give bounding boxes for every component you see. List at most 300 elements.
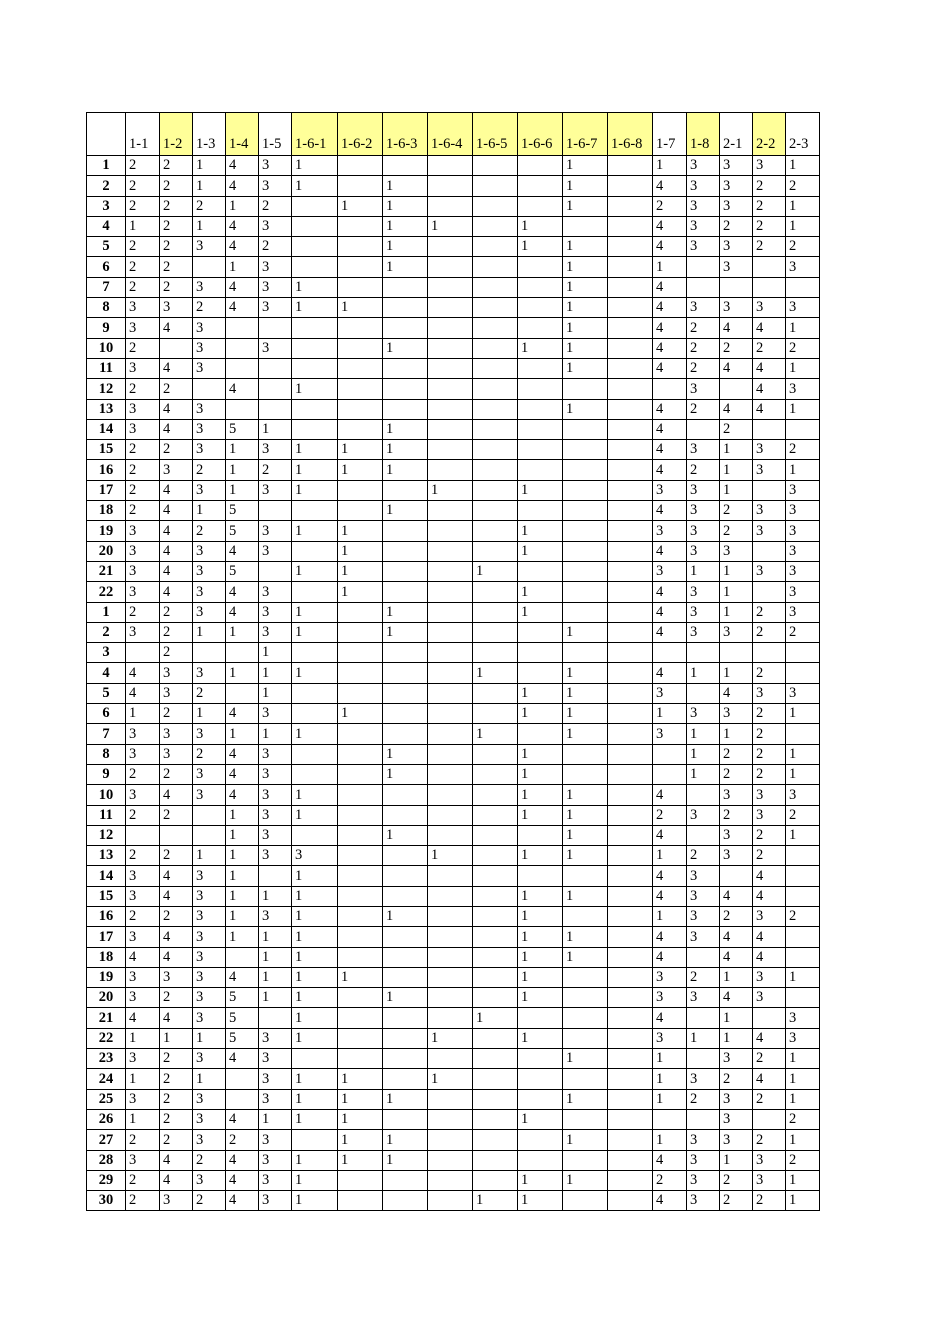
cell-1-4: 1 (226, 622, 259, 642)
cell-1-6-2: 1 (338, 521, 383, 541)
cell-1-6-2: 1 (338, 460, 383, 480)
cell-1-1: 2 (126, 1191, 160, 1211)
cell-1-4: 4 (226, 1150, 259, 1170)
cell-1-6-2 (338, 906, 383, 926)
cell-1-6-7: 1 (563, 1089, 608, 1109)
row-label: 15 (87, 440, 126, 460)
cell-1-6-4 (428, 724, 473, 744)
cell-1-6-8 (608, 1170, 653, 1190)
cell-1-1: 1 (126, 704, 160, 724)
cell-1-3: 3 (193, 785, 226, 805)
cell-1-6-1 (292, 744, 338, 764)
cell-1-5: 3 (259, 257, 292, 277)
cell-1-6-8 (608, 277, 653, 297)
cell-1-6-5 (473, 785, 518, 805)
cell-2-1: 3 (720, 1049, 753, 1069)
cell-1-6-7: 1 (563, 927, 608, 947)
cell-1-3: 3 (193, 724, 226, 744)
cell-1-4: 4 (226, 176, 259, 196)
cell-1-2: 4 (160, 582, 193, 602)
cell-1-3: 3 (193, 906, 226, 926)
cell-1-6-3: 1 (383, 1150, 428, 1170)
cell-1-8: 3 (687, 886, 720, 906)
row-label: 19 (87, 967, 126, 987)
cell-1-6-7: 1 (563, 1130, 608, 1150)
cell-1-3: 3 (193, 886, 226, 906)
row-label: 29 (87, 1170, 126, 1190)
cell-1-1: 3 (126, 724, 160, 744)
cell-1-6-8 (608, 1069, 653, 1089)
cell-1-6-3 (383, 298, 428, 318)
cell-1-3: 1 (193, 1028, 226, 1048)
cell-1-4: 4 (226, 704, 259, 724)
cell-1-6-8 (608, 947, 653, 967)
cell-1-7: 3 (653, 521, 687, 541)
cell-1-1: 3 (126, 399, 160, 419)
cell-1-4: 1 (226, 846, 259, 866)
cell-1-3 (193, 805, 226, 825)
cell-1-6-3 (383, 1049, 428, 1069)
cell-1-8: 1 (687, 724, 720, 744)
cell-1-6-5 (473, 805, 518, 825)
cell-1-6-5: 1 (473, 724, 518, 744)
cell-1-3: 3 (193, 1170, 226, 1190)
cell-2-2: 3 (753, 501, 786, 521)
cell-1-6-5: 1 (473, 1008, 518, 1028)
cell-1-6-6: 1 (518, 237, 563, 257)
cell-1-8: 3 (687, 1069, 720, 1089)
cell-1-6-7 (563, 379, 608, 399)
cell-1-6-6 (518, 257, 563, 277)
cell-1-6-7: 1 (563, 277, 608, 297)
corner-cell (87, 113, 126, 156)
cell-2-1: 3 (720, 785, 753, 805)
cell-2-1: 1 (720, 582, 753, 602)
cell-1-6-8 (608, 338, 653, 358)
cell-1-7: 1 (653, 156, 687, 176)
cell-2-2: 3 (753, 988, 786, 1008)
cell-1-8: 3 (687, 196, 720, 216)
cell-1-6-1: 1 (292, 1191, 338, 1211)
cell-1-6-1: 1 (292, 440, 338, 460)
row-label: 5 (87, 683, 126, 703)
cell-1-7: 1 (653, 1069, 687, 1089)
column-header-2-1: 2-1 (720, 113, 753, 156)
cell-1-2: 2 (160, 1069, 193, 1089)
table-row (87, 1028, 820, 1048)
row-label: 7 (87, 724, 126, 744)
cell-1-7: 3 (653, 683, 687, 703)
cell-2-2: 2 (753, 176, 786, 196)
cell-1-4 (226, 683, 259, 703)
cell-1-6-1: 1 (292, 906, 338, 926)
cell-1-6-1 (292, 1130, 338, 1150)
cell-1-6-1: 1 (292, 1008, 338, 1028)
cell-1-4: 4 (226, 764, 259, 784)
cell-1-7: 4 (653, 785, 687, 805)
cell-1-4: 1 (226, 196, 259, 216)
cell-1-6-4 (428, 1049, 473, 1069)
cell-1-6-8 (608, 1130, 653, 1150)
cell-2-2 (753, 480, 786, 500)
table-row (87, 1008, 820, 1028)
cell-1-6-2: 1 (338, 1130, 383, 1150)
cell-1-6-1: 1 (292, 176, 338, 196)
cell-1-6-7: 1 (563, 785, 608, 805)
table-row (87, 643, 820, 663)
cell-2-3: 3 (786, 1008, 820, 1028)
cell-1-6-6 (518, 1150, 563, 1170)
cell-1-3: 3 (193, 419, 226, 439)
row-label: 11 (87, 358, 126, 378)
cell-1-6-3 (383, 785, 428, 805)
cell-1-5: 1 (259, 1109, 292, 1129)
cell-1-4 (226, 1089, 259, 1109)
cell-1-6-1 (292, 358, 338, 378)
cell-1-6-4 (428, 1089, 473, 1109)
cell-1-6-6 (518, 643, 563, 663)
cell-1-4: 4 (226, 582, 259, 602)
cell-1-5: 3 (259, 1069, 292, 1089)
cell-2-2: 3 (753, 521, 786, 541)
cell-1-7 (653, 764, 687, 784)
survey-data-table (86, 112, 820, 1211)
cell-1-2: 4 (160, 501, 193, 521)
cell-1-6-4 (428, 561, 473, 581)
cell-1-6-3: 1 (383, 825, 428, 845)
column-header-1-4: 1-4 (226, 113, 259, 156)
column-header-1-6-6: 1-6-6 (518, 113, 563, 156)
cell-1-2: 2 (160, 704, 193, 724)
cell-1-6-2: 1 (338, 298, 383, 318)
cell-2-2 (753, 541, 786, 561)
cell-1-2: 2 (160, 622, 193, 642)
cell-1-7: 4 (653, 440, 687, 460)
cell-1-6-8 (608, 480, 653, 500)
cell-1-6-1 (292, 825, 338, 845)
row-label: 21 (87, 1008, 126, 1028)
cell-1-1: 2 (126, 1170, 160, 1190)
row-label: 28 (87, 1150, 126, 1170)
cell-1-1: 2 (126, 237, 160, 257)
cell-1-6-8 (608, 846, 653, 866)
cell-1-6-1 (292, 257, 338, 277)
cell-1-8: 3 (687, 237, 720, 257)
cell-1-4: 1 (226, 440, 259, 460)
cell-1-6-7 (563, 906, 608, 926)
cell-2-1: 3 (720, 1089, 753, 1109)
cell-2-2: 3 (753, 906, 786, 926)
cell-1-5: 1 (259, 663, 292, 683)
cell-1-6-4 (428, 237, 473, 257)
cell-1-6-2: 1 (338, 561, 383, 581)
cell-1-5: 3 (259, 764, 292, 784)
table-row (87, 785, 820, 805)
cell-2-3 (786, 866, 820, 886)
cell-1-4: 1 (226, 906, 259, 926)
cell-1-1: 3 (126, 622, 160, 642)
cell-1-6-3 (383, 1109, 428, 1129)
cell-2-3: 2 (786, 805, 820, 825)
cell-1-5 (259, 318, 292, 338)
cell-1-6-6 (518, 176, 563, 196)
cell-1-7: 4 (653, 602, 687, 622)
cell-2-1: 1 (720, 1150, 753, 1170)
cell-1-6-4 (428, 257, 473, 277)
cell-1-6-7 (563, 541, 608, 561)
cell-1-1: 3 (126, 561, 160, 581)
cell-1-5: 1 (259, 886, 292, 906)
cell-1-6-8 (608, 582, 653, 602)
cell-2-1: 4 (720, 988, 753, 1008)
cell-1-6-7 (563, 501, 608, 521)
cell-1-6-5 (473, 1130, 518, 1150)
cell-1-2 (160, 338, 193, 358)
cell-1-5: 3 (259, 521, 292, 541)
cell-1-6-3: 1 (383, 216, 428, 236)
cell-1-4 (226, 399, 259, 419)
cell-1-6-3 (383, 886, 428, 906)
cell-1-6-8 (608, 967, 653, 987)
cell-1-6-6: 1 (518, 1170, 563, 1190)
cell-2-2: 3 (753, 683, 786, 703)
table-row (87, 724, 820, 744)
cell-1-6-8 (608, 257, 653, 277)
cell-2-2: 3 (753, 156, 786, 176)
cell-1-6-3 (383, 947, 428, 967)
table-row (87, 1089, 820, 1109)
cell-1-6-3: 1 (383, 1130, 428, 1150)
cell-2-3: 3 (786, 501, 820, 521)
table-row (87, 805, 820, 825)
cell-1-6-4 (428, 460, 473, 480)
cell-1-6-7: 1 (563, 947, 608, 967)
cell-1-2: 2 (160, 1130, 193, 1150)
cell-2-3: 2 (786, 1109, 820, 1129)
row-label: 4 (87, 663, 126, 683)
cell-1-6-3: 1 (383, 764, 428, 784)
table-row (87, 663, 820, 683)
cell-1-1: 3 (126, 541, 160, 561)
cell-2-2 (753, 1109, 786, 1129)
table-row (87, 399, 820, 419)
cell-2-1: 1 (720, 460, 753, 480)
cell-1-6-2 (338, 1191, 383, 1211)
cell-1-6-1: 1 (292, 927, 338, 947)
cell-1-2: 3 (160, 1191, 193, 1211)
cell-1-6-8 (608, 176, 653, 196)
cell-1-8 (687, 257, 720, 277)
cell-1-6-4: 1 (428, 480, 473, 500)
cell-1-6-5 (473, 622, 518, 642)
table-row (87, 704, 820, 724)
cell-2-3: 1 (786, 460, 820, 480)
cell-1-3: 1 (193, 156, 226, 176)
cell-1-6-1 (292, 704, 338, 724)
cell-1-3: 1 (193, 176, 226, 196)
cell-1-6-5 (473, 1109, 518, 1129)
cell-2-1: 4 (720, 886, 753, 906)
cell-1-6-2: 1 (338, 582, 383, 602)
cell-2-2 (753, 257, 786, 277)
cell-2-1: 2 (720, 744, 753, 764)
cell-1-4: 1 (226, 663, 259, 683)
cell-2-3: 1 (786, 156, 820, 176)
cell-1-3: 3 (193, 1089, 226, 1109)
cell-2-2: 4 (753, 886, 786, 906)
cell-1-6-5 (473, 318, 518, 338)
cell-1-7: 4 (653, 927, 687, 947)
cell-1-6-2 (338, 237, 383, 257)
cell-1-3: 2 (193, 1191, 226, 1211)
cell-1-7: 4 (653, 237, 687, 257)
cell-1-6-1 (292, 541, 338, 561)
cell-2-2 (753, 1008, 786, 1028)
cell-1-6-5 (473, 501, 518, 521)
cell-1-4: 1 (226, 805, 259, 825)
cell-1-6-2 (338, 379, 383, 399)
cell-1-1: 2 (126, 480, 160, 500)
cell-1-3 (193, 643, 226, 663)
cell-1-6-4 (428, 419, 473, 439)
row-label: 30 (87, 1191, 126, 1211)
cell-1-6-7 (563, 764, 608, 784)
cell-2-3 (786, 419, 820, 439)
cell-1-7: 4 (653, 582, 687, 602)
cell-1-1: 4 (126, 663, 160, 683)
cell-1-6-6 (518, 399, 563, 419)
cell-1-4: 2 (226, 1130, 259, 1150)
cell-1-6-7: 1 (563, 237, 608, 257)
cell-2-1 (720, 379, 753, 399)
cell-1-6-1: 1 (292, 460, 338, 480)
table-row (87, 846, 820, 866)
cell-1-4: 1 (226, 825, 259, 845)
cell-1-6-8 (608, 358, 653, 378)
cell-1-5: 3 (259, 480, 292, 500)
cell-1-6-4 (428, 1191, 473, 1211)
cell-1-8: 3 (687, 1191, 720, 1211)
row-label: 26 (87, 1109, 126, 1129)
cell-1-6-6 (518, 156, 563, 176)
cell-2-2: 2 (753, 825, 786, 845)
row-label: 17 (87, 480, 126, 500)
cell-1-6-4 (428, 176, 473, 196)
cell-1-6-6 (518, 622, 563, 642)
cell-1-6-6: 1 (518, 1109, 563, 1129)
cell-2-2: 3 (753, 298, 786, 318)
row-label: 24 (87, 1069, 126, 1089)
cell-1-6-1: 1 (292, 988, 338, 1008)
cell-1-8: 1 (687, 744, 720, 764)
cell-1-1: 3 (126, 744, 160, 764)
cell-2-3 (786, 846, 820, 866)
cell-1-6-3: 1 (383, 501, 428, 521)
cell-1-2: 2 (160, 176, 193, 196)
cell-1-2: 2 (160, 1089, 193, 1109)
cell-1-6-1: 1 (292, 967, 338, 987)
cell-1-1: 2 (126, 460, 160, 480)
cell-1-6-3 (383, 582, 428, 602)
cell-1-2: 2 (160, 846, 193, 866)
cell-2-1: 1 (720, 663, 753, 683)
cell-1-8: 2 (687, 967, 720, 987)
cell-1-6-4 (428, 886, 473, 906)
cell-1-1: 2 (126, 1130, 160, 1150)
column-header-1-6-4: 1-6-4 (428, 113, 473, 156)
cell-1-1: 2 (126, 764, 160, 784)
table-row (87, 622, 820, 642)
column-header-1-2: 1-2 (160, 113, 193, 156)
row-label: 8 (87, 298, 126, 318)
cell-2-3: 2 (786, 176, 820, 196)
cell-1-6-8 (608, 785, 653, 805)
cell-1-2: 4 (160, 541, 193, 561)
cell-1-6-2 (338, 988, 383, 1008)
column-header-1-6-5: 1-6-5 (473, 113, 518, 156)
cell-1-6-7: 1 (563, 1170, 608, 1190)
cell-1-5 (259, 561, 292, 581)
cell-1-3: 3 (193, 237, 226, 257)
cell-1-6-1 (292, 501, 338, 521)
cell-1-4: 1 (226, 480, 259, 500)
cell-1-6-1: 1 (292, 866, 338, 886)
cell-2-2: 3 (753, 440, 786, 460)
cell-1-6-3 (383, 805, 428, 825)
cell-2-1: 1 (720, 967, 753, 987)
cell-2-3: 1 (786, 399, 820, 419)
cell-1-6-3: 1 (383, 419, 428, 439)
cell-1-6-8 (608, 744, 653, 764)
cell-1-6-1: 1 (292, 1069, 338, 1089)
cell-1-2: 2 (160, 906, 193, 926)
cell-1-6-3 (383, 1170, 428, 1190)
cell-1-6-3 (383, 1008, 428, 1028)
cell-1-6-2: 1 (338, 440, 383, 460)
cell-1-7: 3 (653, 967, 687, 987)
cell-1-4: 5 (226, 521, 259, 541)
cell-1-8: 3 (687, 541, 720, 561)
table-row (87, 379, 820, 399)
row-label: 10 (87, 785, 126, 805)
cell-2-3: 3 (786, 480, 820, 500)
cell-1-6-3 (383, 683, 428, 703)
cell-1-3: 3 (193, 1130, 226, 1150)
cell-1-2 (160, 825, 193, 845)
cell-1-6-6 (518, 298, 563, 318)
cell-1-2: 2 (160, 257, 193, 277)
cell-2-2: 4 (753, 358, 786, 378)
cell-1-6-1 (292, 237, 338, 257)
cell-1-2: 4 (160, 480, 193, 500)
cell-1-6-1: 1 (292, 379, 338, 399)
cell-1-6-5 (473, 825, 518, 845)
cell-1-6-4 (428, 744, 473, 764)
cell-1-3: 3 (193, 440, 226, 460)
cell-1-1: 4 (126, 947, 160, 967)
cell-2-1 (720, 866, 753, 886)
cell-1-8: 1 (687, 663, 720, 683)
cell-2-1: 4 (720, 683, 753, 703)
cell-1-6-3 (383, 480, 428, 500)
cell-1-6-1 (292, 338, 338, 358)
table-row (87, 764, 820, 784)
cell-1-1: 3 (126, 866, 160, 886)
cell-2-3: 3 (786, 1028, 820, 1048)
cell-2-3: 1 (786, 318, 820, 338)
cell-2-1: 1 (720, 1008, 753, 1028)
cell-1-6-2 (338, 602, 383, 622)
